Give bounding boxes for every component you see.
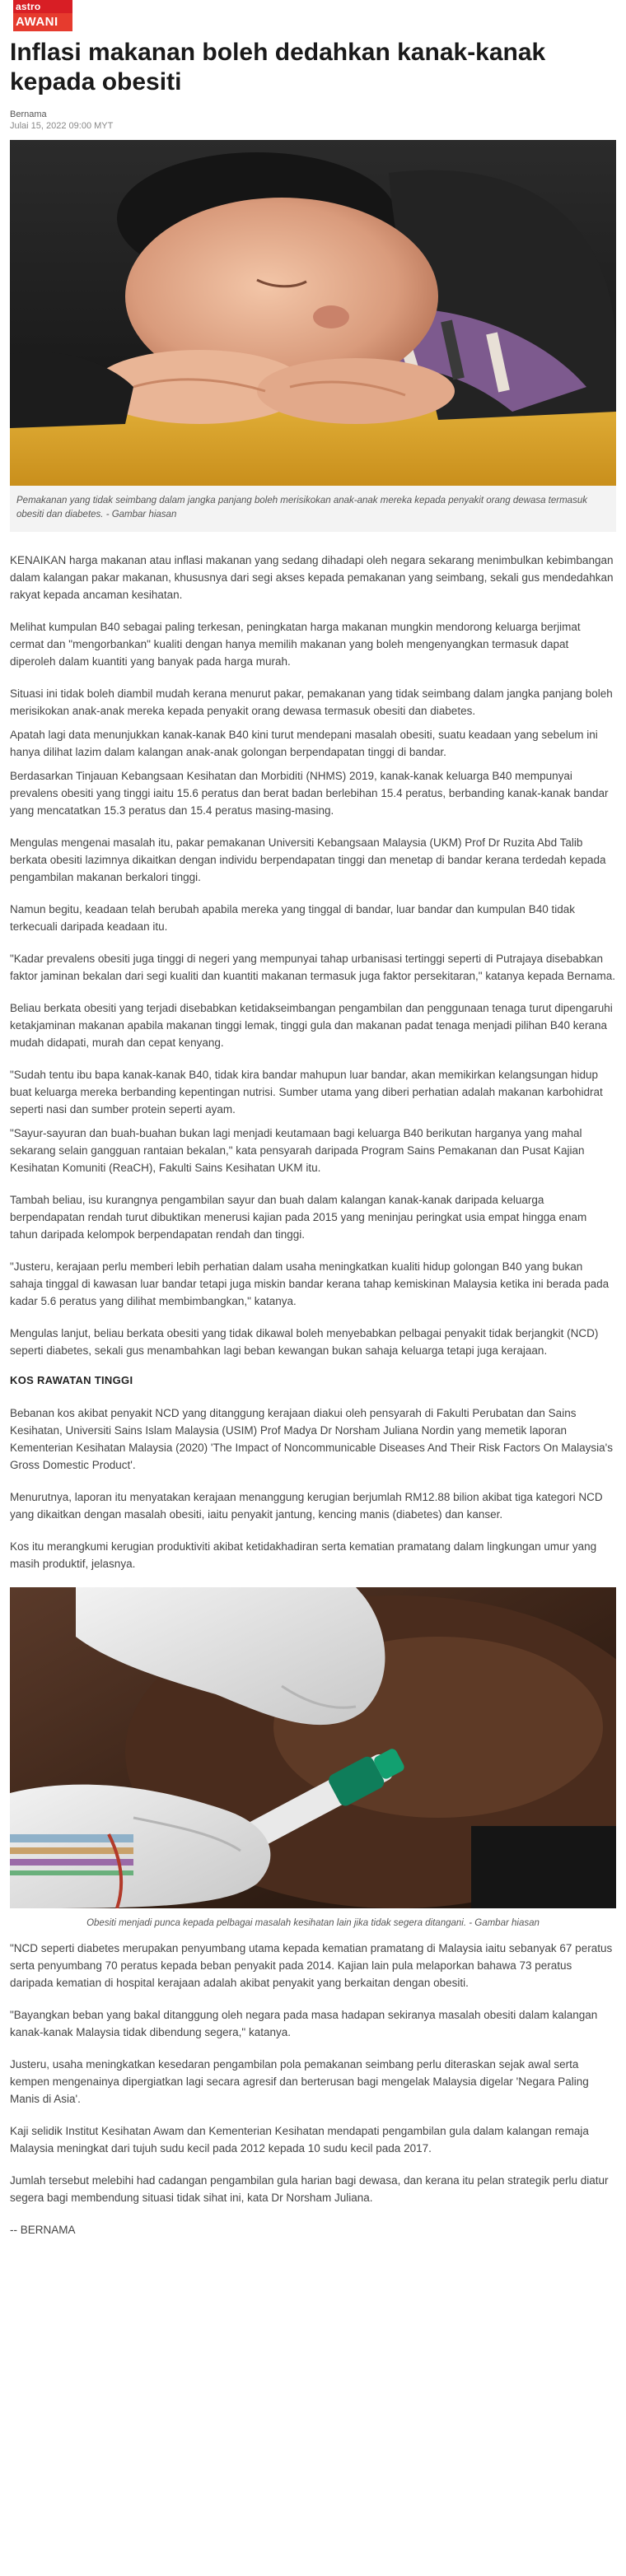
article-body [10,552,616,2238]
paragraph: Mengulas lanjut, beliau berkata obesiti yang tidak dikawal boleh menyebabkan pelbagai penyakit tidak berjangkit (NCD) seperti diabetes, sekali gus menambahkan lagi beban kewangan bukan sahaja keluarga tetapi juga kerajaan. [10,1327,599,1357]
paragraph: "Justeru, kerajaan perlu memberi lebih perhatian dalam usaha meningkatkan kualiti hidup golongan B40 yang bukan sahaja tinggal di kawasan luar bandar tetapi juga miskin bandar kerana tahap kemiskinan Malaysia ketika ini berada pada kadar 5.6 peratus yang dilihat membimbangkan," katanya. [10,1260,610,1307]
paragraph: "Kadar prevalens obesiti juga tinggi di negeri yang mempunyai tahap urbanisasi tertinggi seperti di Putrajaya disebabkan faktor jaminan bekalan dari segi kualiti dan kuantiti makanan termasuk juga faktor persekitaran," katanya kepada Bernama. [10,953,615,982]
paragraph: "Sudah tentu ibu bapa kanak-kanak B40, tidak kira bandar mahupun luar bandar, akan memikirkan kelangsungan hidup buat keluarga mereka berbanding kepentingan nutrisi. Sumber utama yang diberi perhatian adalah makanan karbohidrat seperti nasi dan sumber protein seperti ayam. [10,1069,603,1116]
paragraph: Jumlah tersebut melebihi had cadangan pengambilan gula harian bagi dewasa, dan kerana itu pelan strategik perlu diatur segera bagi membendung situasi tidak sihat ini, kata Dr Norsham Juliana. [10,2174,609,2204]
paragraph: Kaji selidik Institut Kesihatan Awam dan Kementerian Kesihatan mendapati pengambilan gula dalam kalangan remaja Malaysia meningkat dari tujuh sudu kecil pada 2012 kepada 10 sudu kecil pada 2017. [10,2125,589,2154]
paragraph: Menurutnya, laporan itu menyatakan kerajaan menanggung kerugian berjumlah RM12.88 bilion akibat tiga kategori NCD yang dikaitkan dengan masalah obesiti, iaitu penyakit jantung, kencing manis (diabetes) dan kanser. [10,1491,603,1521]
paragraph: Tambah beliau, isu kurangnya pengambilan sayur dan buah dalam kalangan kanak-kanak daripada keluarga berpendapatan rendah turut dibuktikan menerusi kajian pada 2015 yang meninjau peringkat usia empat hingga enam tahun daripada kelompok berpendapatan rendah dan tinggi. [10,1194,587,1241]
article-title: Inflasi makanan boleh dedahkan kanak-kanak kepada obesiti [10,39,546,95]
paragraph: "Bayangkan beban yang bakal ditanggung oleh negara pada masa hadapan sekiranya masalah obesiti dalam kalangan kanak-kanak Malaysia tidak dibendung segera," katanya. [10,2009,598,2038]
paragraph: KENAIKAN harga makanan atau inflasi makanan yang sedang dihadapi oleh negara sekarang menimbulkan kebimbangan dalam kalangan pakar makanan, khususnya dari segi akses kepada pemakanan yang seimbang, sekali gus mendedahkan rakyat kepada ancaman kesihatan. [10,554,614,601]
paragraph: Namun begitu, keadaan telah berubah apabila mereka yang tinggal di bandar, luar bandar dan kumpulan B40 tidak terkecuali daripada keadaan itu. [10,903,575,933]
hero-caption: Pemakanan yang tidak seimbang dalam jangka panjang boleh merisikokan anak-anak mereka kepada penyakit orang dewasa termasuk obesiti dan diabetes. - Gambar hiasan [16,496,587,519]
paragraph: Melihat kumpulan B40 sebagai paling terkesan, peningkatan harga makanan mungkin mendorong keluarga berjimat cermat dan "mengorbankan" kualiti dengan hanya memilih makanan yang boleh mengenyangkan termasuk dapat diperoleh dalam kuantiti yang banyak pada harga murah. [10,621,581,668]
paragraph: Situasi ini tidak boleh diambil mudah kerana menurut pakar, pemakanan yang tidak seimbang dalam jangka panjang boleh merisikokan anak-anak mereka kepada penyakit orang dewasa termasuk obesiti dan diabetes. [10,687,613,717]
second-figure [10,1587,616,1930]
paragraph: Mengulas mengenai masalah itu, pakar pemakanan Universiti Kebangsaan Malaysia (UKM) Prof Dr Ruzita Abd Talib berkata obesiti lazimnya dikaitkan dengan individu berpendapatan tinggi dan menetap di bandar kerana terdedah kepada pengambilan makanan berkalori tinggi. [10,836,606,883]
publish-date: Julai 15, 2022 09:00 MYT [10,121,114,131]
paragraph: Beliau berkata obesiti yang terjadi disebabkan ketidakseimbangan pengambilan dan penggunaan tenaga turut dipengaruhi ketakjaminan makanan apabila makanan tinggi lemak, tinggi gula dan makanan padat tenaga menjadi pilihan B40 kerana mudah didapati, murah dan cepat kenyang. [10,1002,613,1049]
paragraph: Berdasarkan Tinjauan Kebangsaan Kesihatan dan Morbiditi (NHMS) 2019, kanak-kanak keluarga B40 mempunyai prevalens obesiti yang tinggi iaitu 15.6 peratus dan berat badan berlebihan 15.4 peratus, berbanding kanak-kanak bandar yang mencatatkan 15.3 peratus dan 15.4 peratus masing-masing. [10,770,609,817]
signoff: -- BERNAMA [10,2224,76,2236]
paragraph: Kos itu merangkumi kerugian produktiviti akibat ketidakhadiran serta kematian pramatang dalam lingkungan umur yang masih produktif, jelasnya. [10,1540,597,1570]
second-caption: Obesiti menjadi punca kepada pelbagai masalah kesihatan lain jika tidak segera ditangani. - Gambar hiasan [86,1918,540,1928]
second-image [10,1587,616,1908]
section-heading: KOS RAWATAN TINGGI [10,1374,133,1386]
logo-top-text: astro [13,0,72,13]
byline: Bernama [10,109,47,119]
paragraph: Apatah lagi data menunjukkan kanak-kanak B40 kini turut mendepani masalah obesiti, suatu keadaan yang sebelum ini hanya dilihat lazim dalam kalangan anak-anak golongan berpendapatan tinggi di bandar. [10,729,598,758]
paragraph: Justeru, usaha meningkatkan kesedaran pengambilan pola pemakanan seimbang perlu diteraskan sejak awal serta kempen mengenainya dipergiatkan lagi secara agresif dan berterusan bagi mengelak Malaysia digelar 'Negara Paling Manis di Asia'. [10,2058,589,2105]
astro-awani-logo[interactable] [13,0,72,31]
paragraph: "NCD seperti diabetes merupakan penyumbang utama kepada kematian pramatang di Malaysia iaitu sebanyak 67 peratus serta penyumbang 70 peratus kepada beban penyakit pada 2014. Kajian lain pula melaporkan bahawa 73 peratus daripada kematian di hospital kerajaan adalah akibat penyakit yang berkaitan dengan obesiti. [10,1942,613,1989]
logo-bottom-text: AWANI [13,13,72,31]
hero-figure [10,140,616,532]
hero-image [10,140,616,486]
paragraph: "Sayur-sayuran dan buah-buahan bukan lagi menjadi keutamaan bagi keluarga B40 berikutan harganya yang mahal sekarang selain gangguan rantaian bekalan," kata pensyarah daripada Program Sains Pemakanan dan Pusat Kajian Kesihatan Komuniti (ReaCH), Fakulti Sains Kesihatan UKM itu. [10,1127,585,1174]
paragraph: Bebanan kos akibat penyakit NCD yang ditanggung kerajaan diakui oleh pensyarah di Fakulti Perubatan dan Sains Kesihatan, Universiti Sains Islam Malaysia (USIM) Prof Madya Dr Norsham Juliana Nordin yang memetik laporan Kementerian Kesihatan Malaysia (2020) 'The Impact of Noncommunicable Diseases And Their Risk Factors On Malaysia's Gross Domestic Product'. [10,1407,613,1471]
